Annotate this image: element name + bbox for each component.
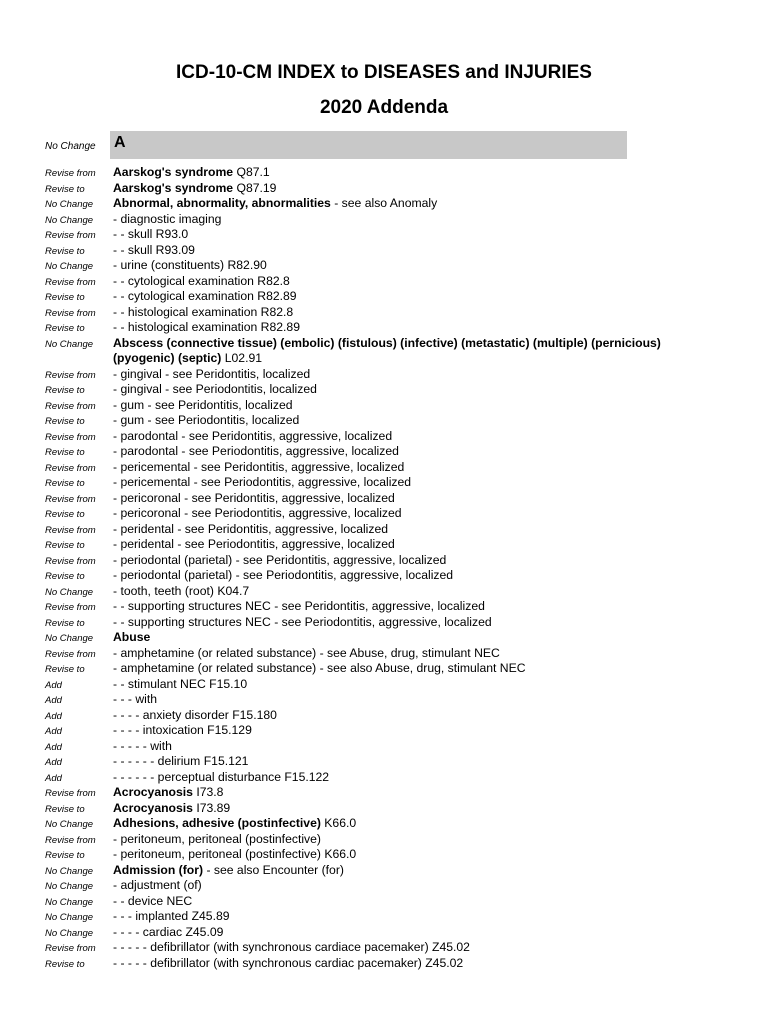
change-type-label: Revise from [45, 493, 96, 505]
change-type-label: Revise to [45, 416, 85, 427]
index-entry-text [113, 630, 693, 646]
change-type-label: Revise to [45, 664, 85, 675]
index-entry-text [113, 584, 693, 600]
addenda-entry-row [0, 537, 768, 553]
change-type-label: Add [45, 772, 62, 784]
addenda-entry-row [0, 367, 768, 383]
entry-detail: - - - - anxiety disorder F15.180 [113, 707, 277, 722]
change-type-label: Revise to [45, 245, 85, 257]
entry-detail: I73.8 [192, 785, 224, 799]
main-term: Abuse [113, 630, 151, 644]
index-entry-text [113, 832, 693, 848]
addenda-entry-row [0, 227, 768, 243]
change-type-label: No Change [45, 896, 94, 908]
entry-detail: - - skull R93.09 [113, 242, 195, 257]
index-entry-text [113, 816, 693, 832]
addenda-entry-row [0, 584, 768, 600]
change-type-label: Revise to [45, 958, 85, 970]
index-entry-text [113, 382, 693, 398]
change-type-label: Revise from [45, 307, 96, 319]
entry-detail: - peridental - see Peridontitis, aggressive, localized [113, 521, 389, 536]
entry-detail: - gum - see Peridontitis, localized [113, 397, 293, 412]
index-entry-text [113, 460, 693, 476]
entry-detail: Q87.1 [233, 165, 270, 179]
addenda-entry-row [0, 816, 768, 832]
change-type-label: Add [45, 741, 62, 753]
index-entry-text [113, 522, 693, 538]
addenda-entry-row [0, 847, 768, 863]
addenda-entry-row [0, 475, 768, 491]
change-type-label: Add [45, 710, 62, 722]
change-type-label: Revise to [45, 803, 85, 815]
main-term: Abnormal, abnormality, abnormalities [113, 196, 331, 210]
document-title: ICD-10-CM INDEX to DISEASES and INJURIES [176, 62, 592, 83]
change-type-label: No Change [45, 214, 94, 226]
index-entry-text [113, 847, 693, 863]
main-term: Abscess (connective tissue) (embolic) (fistulous) (infective) (metastatic) (multiple) (pernicious) (pyogenic) (septic) [113, 335, 661, 365]
entry-detail: - - skull R93.0 [113, 227, 189, 241]
entry-detail: - - device NEC [113, 893, 193, 908]
index-entry-text [113, 909, 693, 925]
entry-detail: - - - - - defibrillator (with synchronous cardiace pacemaker) Z45.02 [113, 940, 470, 954]
entry-detail: - amphetamine (or related substance) - see Abuse, drug, stimulant NEC [113, 645, 500, 660]
change-type-label: Revise from [45, 276, 96, 288]
addenda-entry-row [0, 336, 768, 367]
entry-detail: - peritoneum, peritoneal (postinfective) K66.0 [113, 847, 357, 861]
change-type-label: Revise from [45, 602, 96, 613]
entry-detail: - diagnostic imaging [113, 211, 222, 226]
change-type-label: Revise to [45, 509, 85, 520]
index-entry-text [113, 165, 693, 181]
entry-detail: L02.91 [221, 351, 263, 365]
section-letter: A [114, 134, 126, 151]
addenda-entry-row [0, 832, 768, 848]
change-type-label: Revise to [45, 850, 85, 861]
addenda-entry-row [0, 196, 768, 212]
entry-detail: - pericoronal - see Periodontitis, aggressive, localized [113, 506, 402, 520]
addenda-entry-row [0, 491, 768, 507]
addenda-entry-row [0, 925, 768, 941]
addenda-entry-row [0, 398, 768, 414]
entry-detail: - peritoneum, peritoneal (postinfective) [113, 831, 321, 846]
entry-detail: - parodontal - see Periodontitis, aggressive, localized [113, 444, 399, 458]
index-entry-text [113, 398, 693, 414]
addenda-entry-row [0, 739, 768, 755]
change-type-label: Revise from [45, 524, 96, 536]
entry-detail: - - - implanted Z45.89 [113, 909, 230, 923]
entry-detail: - pericoronal - see Peridontitis, aggressive, localized [113, 490, 395, 505]
change-type-label: Revise to [45, 478, 85, 489]
change-type-label: Add [45, 695, 62, 706]
change-type-label: No Change [45, 912, 94, 923]
index-entry-text [113, 801, 693, 817]
change-type-label: Revise to [45, 183, 85, 195]
index-entry-text [113, 692, 693, 708]
entry-detail: - - - - - with [113, 738, 172, 753]
change-type-label: Revise to [45, 323, 85, 334]
entry-detail: - - - with [113, 692, 158, 706]
entry-detail: - - - - - - perceptual disturbance F15.122 [113, 769, 330, 784]
entry-detail: - - - - - - delirium F15.121 [113, 754, 249, 768]
index-entry-text [113, 754, 693, 770]
change-type-label: Revise from [45, 369, 96, 381]
entry-detail: - parodontal - see Peridontitis, aggressive, localized [113, 428, 393, 443]
addenda-entry-row [0, 909, 768, 925]
change-type-label: Revise from [45, 230, 96, 241]
addenda-entry-row [0, 708, 768, 724]
change-type-label: No Change [45, 819, 94, 830]
addenda-entry-row [0, 444, 768, 460]
entry-detail: - - supporting structures NEC - see Peridontitis, aggressive, localized [113, 599, 485, 613]
entry-detail: - amphetamine (or related substance) - see also Abuse, drug, stimulant NEC [113, 661, 526, 675]
change-type-label: No Change [45, 927, 94, 939]
addenda-entry-row [0, 692, 768, 708]
index-entry-text [113, 599, 693, 615]
addenda-entry-row [0, 522, 768, 538]
main-term: Acrocyanosis [113, 800, 193, 815]
entry-detail: - - cytological examination R82.89 [113, 289, 297, 303]
change-type-label: Revise to [45, 385, 85, 396]
addenda-entry-row [0, 382, 768, 398]
section-status-label: No Change [45, 141, 96, 152]
addenda-entry-row [0, 940, 768, 956]
entry-detail: - gingival - see Peridontitis, localized [113, 366, 311, 381]
entry-detail: - - histological examination R82.8 [113, 304, 294, 319]
index-entry-text [113, 227, 693, 243]
addenda-entry-row [0, 305, 768, 321]
addenda-entry-row [0, 289, 768, 305]
index-entry-text [113, 305, 693, 321]
index-entry-text [113, 723, 693, 739]
main-term: Admission (for) [113, 862, 204, 877]
index-entry-text [113, 770, 693, 786]
entry-detail: - see also Encounter (for) [203, 862, 344, 877]
entry-detail: - gingival - see Periodontitis, localized [113, 382, 317, 396]
addenda-entry-row [0, 801, 768, 817]
change-type-label: Revise to [45, 571, 85, 582]
entry-detail: Q87.19 [233, 180, 277, 195]
change-type-label: Revise to [45, 540, 85, 551]
index-entry-text [113, 181, 693, 197]
index-entry-text [113, 475, 693, 491]
change-type-label: No Change [45, 261, 94, 272]
entry-detail: I73.89 [192, 800, 231, 815]
entry-detail: - urine (constituents) R82.90 [113, 258, 267, 272]
addenda-entry-row [0, 320, 768, 336]
addenda-entry-row [0, 599, 768, 615]
change-type-label: Revise from [45, 788, 96, 799]
addenda-entry-row [0, 413, 768, 429]
addenda-entry-row [0, 506, 768, 522]
change-type-label: Revise from [45, 400, 96, 412]
addenda-entry-row [0, 770, 768, 786]
index-entry-text [113, 925, 693, 941]
index-entry-text [113, 537, 693, 553]
index-entry-text [113, 274, 693, 290]
index-entry-text [113, 491, 693, 507]
main-term: Acrocyanosis [113, 785, 193, 799]
addenda-entry-row [0, 661, 768, 677]
entry-detail: - tooth, teeth (root) K04.7 [113, 583, 250, 598]
index-entry-text [113, 646, 693, 662]
entry-detail: - peridental - see Periodontitis, aggressive, localized [113, 537, 395, 551]
change-type-label: Revise from [45, 431, 96, 443]
addenda-entry-row [0, 615, 768, 631]
entry-detail: - - histological examination R82.89 [113, 320, 300, 334]
main-term: Adhesions, adhesive (postinfective) [113, 816, 321, 830]
index-entry-text [113, 739, 693, 755]
index-entry-text [113, 243, 693, 259]
addenda-entry-row [0, 956, 768, 972]
index-entry-text [113, 708, 693, 724]
index-entry-text [113, 863, 693, 879]
main-term: Aarskog's syndrome [113, 165, 234, 179]
index-entry-text [113, 258, 693, 274]
addenda-entry-row [0, 785, 768, 801]
section-header-bar [110, 131, 627, 159]
change-type-label: Add [45, 679, 62, 691]
change-type-label: No Change [45, 199, 94, 210]
addenda-entry-row [0, 754, 768, 770]
index-entry-text [113, 553, 693, 569]
change-type-label: Revise from [45, 648, 96, 660]
entry-detail: - periodontal (parietal) - see Periodontitis, aggressive, localized [113, 568, 454, 582]
addenda-entry-row [0, 878, 768, 894]
main-term: Aarskog's syndrome [113, 180, 234, 195]
index-entry-text [113, 677, 693, 693]
document-subtitle: 2020 Addenda [319, 97, 449, 118]
index-entry-text [113, 367, 693, 383]
index-entry-text [113, 568, 693, 584]
index-entry-text [113, 940, 693, 956]
entry-detail: - pericemental - see Peridontitis, aggressive, localized [113, 459, 405, 474]
addenda-entry-row [0, 460, 768, 476]
addenda-entry-row [0, 212, 768, 228]
addenda-entry-row [0, 723, 768, 739]
entry-detail: - see also Anomaly [330, 196, 438, 210]
addenda-entry-row [0, 646, 768, 662]
index-entry-text [113, 894, 693, 910]
index-entry-text [113, 785, 693, 801]
addenda-entry-row [0, 677, 768, 693]
index-entry-text [113, 878, 693, 894]
entry-detail: - - - - cardiac Z45.09 [113, 924, 224, 939]
index-entry-text [113, 336, 693, 367]
change-type-label: No Change [45, 338, 94, 350]
change-type-label: Revise to [45, 292, 85, 303]
index-entry-text [113, 196, 693, 212]
addenda-entry-row [0, 429, 768, 445]
addenda-entry-row [0, 630, 768, 646]
addenda-entries-list [0, 165, 768, 971]
change-type-label: Revise from [45, 168, 96, 179]
change-type-label: No Change [45, 586, 94, 598]
change-type-label: Revise to [45, 447, 85, 458]
addenda-entry-row [0, 258, 768, 274]
change-type-label: No Change [45, 865, 94, 877]
addenda-entry-row [0, 165, 768, 181]
index-entry-text [113, 661, 693, 677]
index-entry-text [113, 506, 693, 522]
entry-detail: K66.0 [320, 816, 357, 830]
change-type-label: Add [45, 757, 62, 768]
index-entry-text [113, 413, 693, 429]
index-entry-text [113, 429, 693, 445]
addenda-entry-row [0, 863, 768, 879]
entry-detail: - - - - intoxication F15.129 [113, 723, 252, 737]
index-entry-text [113, 212, 693, 228]
entry-detail: - - cytological examination R82.8 [113, 273, 290, 288]
addenda-entry-row [0, 894, 768, 910]
entry-detail: - - - - - defibrillator (with synchronous cardiac pacemaker) Z45.02 [113, 955, 464, 970]
addenda-entry-row [0, 181, 768, 197]
change-type-label: Revise to [45, 617, 85, 629]
addenda-entry-row [0, 274, 768, 290]
change-type-label: Revise from [45, 555, 96, 567]
addenda-entry-row [0, 243, 768, 259]
change-type-label: No Change [45, 881, 94, 892]
change-type-label: Revise from [45, 943, 96, 954]
addenda-entry-row [0, 568, 768, 584]
entry-detail: - periodontal (parietal) - see Peridontitis, aggressive, localized [113, 552, 447, 567]
change-type-label: Revise from [45, 462, 96, 474]
index-entry-text [113, 320, 693, 336]
entry-detail: - pericemental - see Periodontitis, aggressive, localized [113, 475, 412, 489]
index-entry-text [113, 289, 693, 305]
change-type-label: No Change [45, 633, 94, 644]
entry-detail: - gum - see Periodontitis, localized [113, 413, 300, 427]
entry-detail: - - supporting structures NEC - see Periodontitis, aggressive, localized [113, 614, 492, 629]
change-type-label: Add [45, 726, 62, 737]
index-entry-text [113, 444, 693, 460]
addenda-entry-row [0, 553, 768, 569]
entry-detail: - adjustment (of) [113, 878, 202, 892]
change-type-label: Revise from [45, 834, 96, 846]
index-entry-text [113, 956, 693, 972]
entry-detail: - - stimulant NEC F15.10 [113, 676, 248, 691]
index-entry-text [113, 615, 693, 631]
